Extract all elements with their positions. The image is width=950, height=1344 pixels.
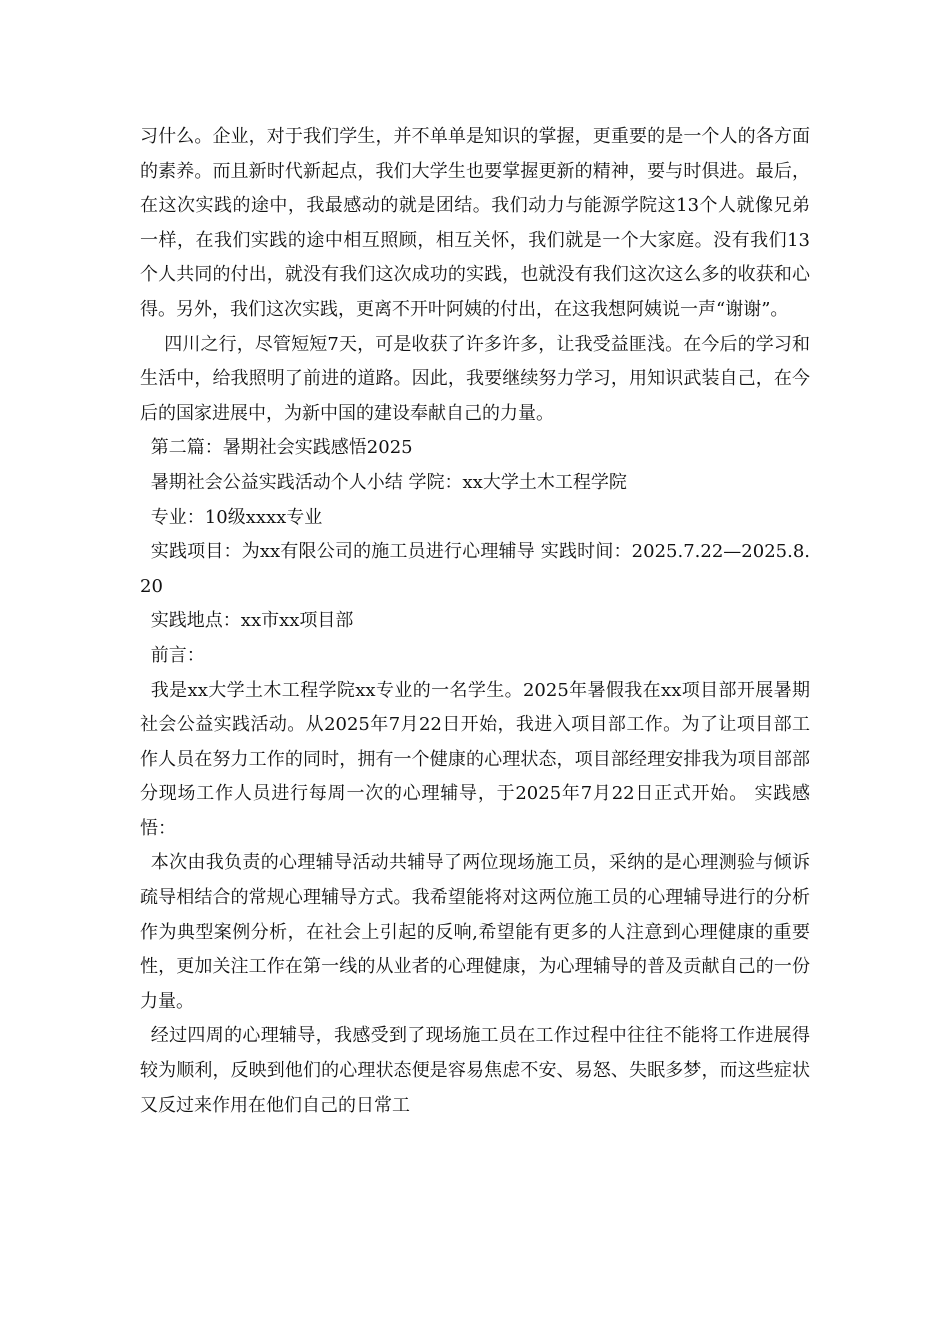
major-line: 专业：10级xxxx专业 xyxy=(150,506,323,528)
document-body xyxy=(140,120,810,1123)
location-line: 实践地点：xx市xx项目部 xyxy=(150,610,354,632)
paragraph-sichuan-trip: 四川之行，尽管短短7天，可是收获了许多许多，让我受益匪浅。在今后的学习和生活中，给我照明了前进的道路。因此，我要继续努力学习，用知识武装自己，在今后的国家进展中，为新中国的建设奉献自己的力量。 xyxy=(140,333,810,424)
paragraph-continuation: 习什么。企业，对于我们学生，并不单单是知识的掌握，更重要的是一个人的各方面的素养。而且新时代新起点，我们大学生也要掌握更新的精神，要与时俱进。最后，在这次实践的途中，我最感动的就是团结。我们动力与能源学院这13个人就像兄弟一样，在我们实践的途中相互照顾，相互关怀，我们就是一个大家庭。没有我们13个人共同的付出，就没有我们这次成功的实践，也就没有我们这次这么多的收获和心得。另外，我们这次实践，更离不开叶阿姨的付出，在这我想阿姨说一声“谢谢”。 xyxy=(140,126,810,320)
paragraph-introduction: 我是xx大学土木工程学院xx专业的一名学生。2025年暑假我在xx项目部开展暑期社会公益实践活动。从2025年7月22日开始，我进入项目部工作。为了让项目部工作人员在努力工作的同时，拥有一个健康的心理状态，项目部经理安排我为项目部部分现场工作人员进行每周一次的心理辅导，于2025年7月22日正式开始。 实践感悟： xyxy=(140,679,810,839)
paragraph-counseling-activity: 本次由我负责的心理辅导活动共辅导了两位现场施工员，采纳的是心理测验与倾诉疏导相结合的常规心理辅导方式。我希望能将对这两位施工员的心理辅导进行的分析作为典型案例分析，在社会上引起的反响,希望能有更多的人注意到心理健康的重要性，更加关注工作在第一线的从业者的心理健康，为心理辅导的普及贡献自己的一份力量。 xyxy=(140,852,810,1012)
preface-heading: 前言： xyxy=(150,644,205,666)
paragraph-four-weeks: 经过四周的心理辅导，我感受到了现场施工员在工作过程中往往不能将工作进展得较为顺利，反映到他们的心理状态便是容易焦虑不安、易怒、失眠多梦，而这些症状又反过来作用在他们自己的日常工 xyxy=(140,1025,810,1116)
section-heading-part-two: 第二篇：暑期社会实践感悟2025 xyxy=(150,437,413,459)
summary-title-line: 暑期社会公益实践活动个人小结 学院：xx大学土木工程学院 xyxy=(150,471,627,493)
project-and-time-line: 实践项目：为xx有限公司的施工员进行心理辅导 实践时间：2025.7.22—2025.8.20 xyxy=(140,541,810,597)
